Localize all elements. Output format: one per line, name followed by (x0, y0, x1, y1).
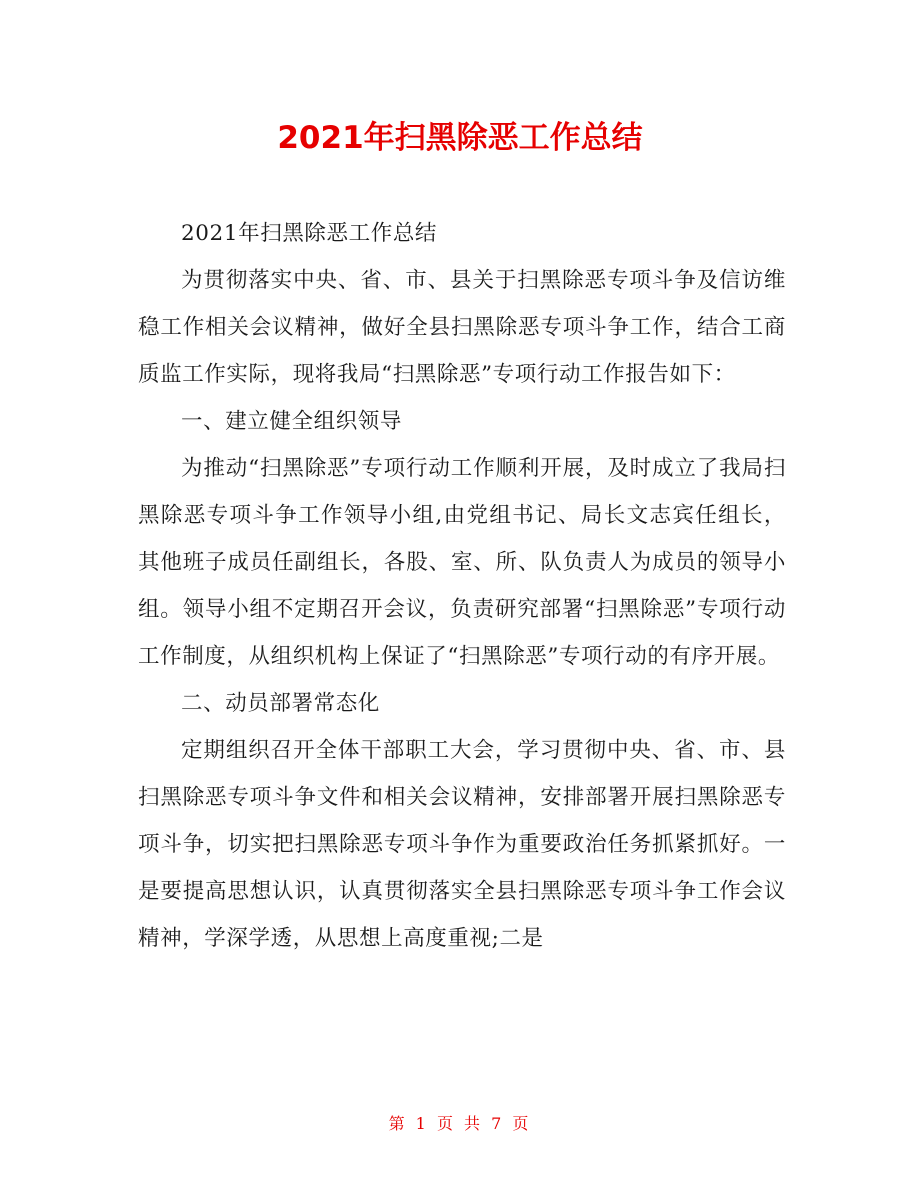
section-heading-1: 一、建立健全组织领导 (181, 409, 403, 434)
paragraph-section-1: 为推动“扫黑除恶”专项行动工作顺利开展，及时成立了我局扫黑除恶专项斗争工作领导小组,由党组书记、局长文志宾任组长，其他班子成员任副组长，各股、室、所、队负责人为成员的领导小组。领导小组不定期召开会议，负责研究部署“扫黑除恶”专项行动工作制度，从组织机构上保证了“扫黑除恶”专项行动的有序开展。 (138, 456, 786, 669)
document-body (138, 210, 786, 962)
paragraph-section-2: 定期组织召开全体干部职工大会，学习贯彻中央、省、市、县扫黑除恶专项斗争文件和相关会议精神，安排部署开展扫黑除恶专项斗争，切实把扫黑除恶专项斗争作为重要政治任务抓紧抓好。一是要提高思想认识，认真贯彻落实全县扫黑除恶专项斗争工作会议精神，学深学透，从思想上高度重视;二是 (138, 738, 786, 951)
document-title: 2021年扫黑除恶工作总结 (277, 120, 643, 156)
page-number-footer: 第 1 页 共 7 页 (388, 1114, 532, 1133)
section-heading-2: 二、动员部署常态化 (181, 691, 380, 716)
paragraph-subtitle: 2021年扫黑除恶工作总结 (181, 221, 438, 246)
paragraph-intro: 为贯彻落实中央、省、市、县关于扫黑除恶专项斗争及信访维稳工作相关会议精神，做好全县扫黑除恶专项斗争工作，结合工商质监工作实际，现将我局“扫黑除恶”专项行动工作报告如下： (138, 268, 786, 387)
